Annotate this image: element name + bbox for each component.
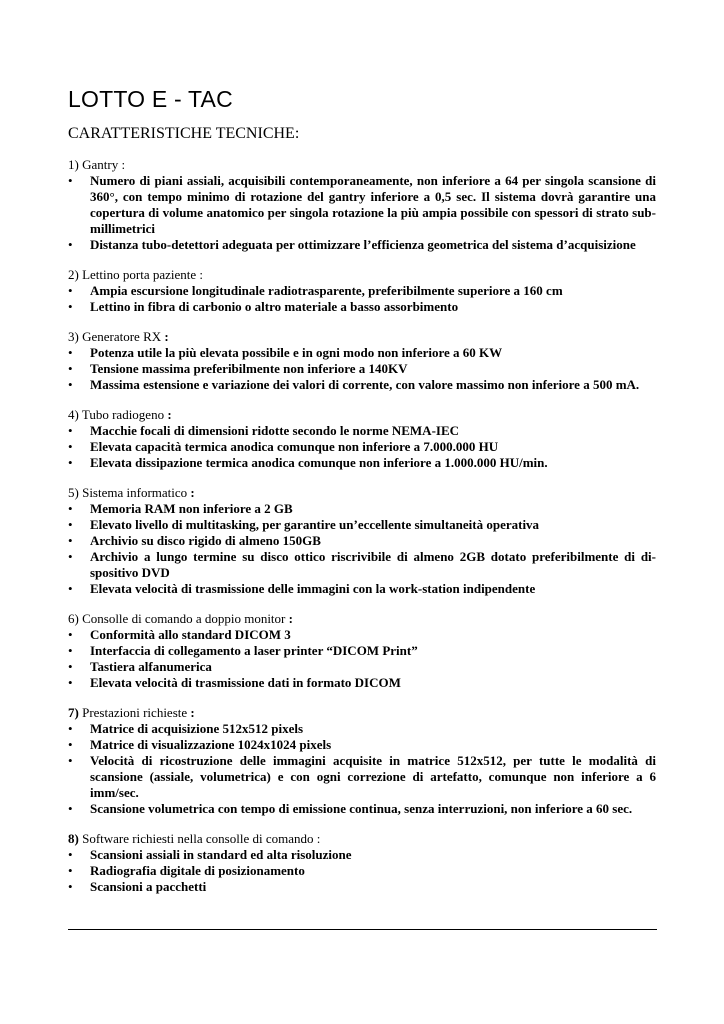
bullet-icon: • bbox=[68, 801, 73, 816]
bullet-icon: • bbox=[68, 533, 73, 548]
bullet-icon: • bbox=[68, 581, 73, 596]
section-colon: : bbox=[285, 611, 293, 626]
list-item bbox=[68, 737, 656, 753]
section-label: Tubo radiogeno bbox=[81, 407, 165, 422]
list-item-text: Archivio a lungo termine su disco ottico riscrivibile di almeno 2GB dotato preferibilmente di di-spositivo DVD bbox=[90, 549, 656, 580]
list-item-text: Elevato livello di multitasking, per garantire un’eccellente simultaneità operativa bbox=[90, 517, 540, 532]
page-subtitle: CARATTERISTICHE TECNICHE: bbox=[68, 125, 300, 142]
bullet-icon: • bbox=[68, 283, 73, 298]
list-item bbox=[68, 361, 656, 377]
list-item-text: Elevata velocità di trasmissione dati in formato DICOM bbox=[90, 675, 401, 690]
section-heading bbox=[68, 267, 656, 283]
list-item bbox=[68, 345, 656, 361]
section-label: Gantry : bbox=[82, 157, 126, 172]
list-item-text: Distanza tubo-detettori adeguata per ottimizzare l’efficienza geometrica del sistema d’acquisizione bbox=[90, 237, 636, 252]
bullet-list bbox=[68, 173, 656, 253]
list-item bbox=[68, 283, 656, 299]
list-item-text: Lettino in fibra di carbonio o altro materiale a basso assorbimento bbox=[90, 299, 459, 314]
section-colon: : bbox=[187, 705, 195, 720]
bullet-icon: • bbox=[68, 377, 73, 392]
section bbox=[68, 485, 656, 597]
bullet-icon: • bbox=[68, 863, 73, 878]
list-item bbox=[68, 439, 656, 455]
bullet-icon: • bbox=[68, 423, 73, 438]
list-item bbox=[68, 377, 656, 393]
bullet-list bbox=[68, 627, 656, 691]
list-item bbox=[68, 237, 656, 253]
document-body bbox=[68, 157, 656, 895]
section-label: Software richiesti nella consolle di comando : bbox=[82, 831, 321, 846]
bullet-icon: • bbox=[68, 627, 73, 642]
list-item-text: Elevata dissipazione termica anodica comunque non inferiore a 1.000.000 HU/min. bbox=[90, 455, 548, 470]
list-item bbox=[68, 517, 656, 533]
bullet-icon: • bbox=[68, 549, 73, 564]
section-heading bbox=[68, 157, 656, 173]
section-label: Lettino porta paziente : bbox=[82, 267, 204, 282]
section-label: Consolle di comando a doppio monitor bbox=[82, 611, 286, 626]
bullet-icon: • bbox=[68, 659, 73, 674]
bottom-rule bbox=[68, 929, 657, 930]
list-item-text: Scansioni a pacchetti bbox=[90, 879, 207, 894]
section-colon: : bbox=[164, 407, 172, 422]
list-item-text: Massima estensione e variazione dei valori di corrente, con valore massimo non inferiore a 500 mA. bbox=[90, 377, 640, 392]
section-heading bbox=[68, 611, 656, 627]
list-item bbox=[68, 501, 656, 517]
bullet-list bbox=[68, 847, 656, 895]
list-item bbox=[68, 801, 656, 817]
section bbox=[68, 329, 656, 393]
list-item-text: Numero di piani assiali, acquisibili contemporaneamente, non inferiore a 64 per singola scansione di 360°, con tempo minimo di rotazione del gantry inferiore a 0,5 sec. Il sistema dovrà garantire una copertura di volume anatomico per singola rotazione la più ampia possibile con spessori di strato sub-millimetrici bbox=[90, 173, 656, 236]
list-item-text: Tensione massima preferibilmente non inferiore a 140KV bbox=[90, 361, 408, 376]
list-item-text: Elevata capacità termica anodica comunque non inferiore a 7.000.000 HU bbox=[90, 439, 499, 454]
list-item-text: Ampia escursione longitudinale radiotrasparente, preferibilmente superiore a 160 cm bbox=[90, 283, 563, 298]
bullet-icon: • bbox=[68, 879, 73, 894]
list-item-text: Matrice di acquisizione 512x512 pixels bbox=[90, 721, 304, 736]
list-item-text: Potenza utile la più elevata possibile e in ogni modo non inferiore a 60 KW bbox=[90, 345, 503, 360]
list-item bbox=[68, 581, 656, 597]
bullet-icon: • bbox=[68, 847, 73, 862]
list-item-text: Matrice di visualizzazione 1024x1024 pixels bbox=[90, 737, 332, 752]
section-colon: : bbox=[161, 329, 169, 344]
bullet-list bbox=[68, 501, 656, 597]
list-item-text: Memoria RAM non inferiore a 2 GB bbox=[90, 501, 293, 516]
bullet-icon: • bbox=[68, 721, 73, 736]
list-item bbox=[68, 847, 656, 863]
section-heading bbox=[68, 407, 656, 423]
bullet-icon: • bbox=[68, 455, 73, 470]
list-item bbox=[68, 455, 656, 471]
list-item-text: Scansione volumetrica con tempo di emissione continua, senza interruzioni, non inferiore a 60 sec. bbox=[90, 801, 633, 816]
list-item bbox=[68, 299, 656, 315]
list-item bbox=[68, 643, 656, 659]
page-title: LOTTO E - TAC bbox=[68, 86, 233, 112]
section-label: Prestazioni richieste bbox=[82, 705, 188, 720]
bullet-list bbox=[68, 721, 656, 817]
bullet-icon: • bbox=[68, 361, 73, 376]
list-item-text: Radiografia digitale di posizionamento bbox=[90, 863, 305, 878]
section-number: 7) bbox=[68, 705, 79, 720]
bullet-icon: • bbox=[68, 737, 73, 752]
bullet-icon: • bbox=[68, 299, 73, 314]
section-number: 3) bbox=[68, 329, 79, 344]
list-item bbox=[68, 659, 656, 675]
list-item-text: Scansioni assiali in standard ed alta risoluzione bbox=[90, 847, 352, 862]
section-heading bbox=[68, 485, 656, 501]
section-number: 8) bbox=[68, 831, 79, 846]
list-item bbox=[68, 675, 656, 691]
bullet-list bbox=[68, 345, 656, 393]
bullet-icon: • bbox=[68, 173, 73, 188]
section-number: 2) bbox=[68, 267, 79, 282]
section-number: 4) bbox=[68, 407, 79, 422]
list-item-text: Elevata velocità di trasmissione delle immagini con la work-station indipendente bbox=[90, 581, 536, 596]
list-item-text: Velocità di ricostruzione delle immagini acquisite in matrice 512x512, per tutte le modalità di scansione (assiale, volumetrica) e con ogni correzione di artefatto, comunque non inferiore a 6 imm/sec. bbox=[90, 753, 656, 800]
section bbox=[68, 407, 656, 471]
list-item-text: Archivio su disco rigido di almeno 150GB bbox=[90, 533, 321, 548]
bullet-icon: • bbox=[68, 345, 73, 360]
list-item-text: Conformità allo standard DICOM 3 bbox=[90, 627, 291, 642]
section bbox=[68, 267, 656, 315]
bullet-icon: • bbox=[68, 643, 73, 658]
bullet-list bbox=[68, 283, 656, 315]
list-item bbox=[68, 533, 656, 549]
section-label: Sistema informatico bbox=[82, 485, 188, 500]
section-heading bbox=[68, 705, 656, 721]
list-item-text: Tastiera alfanumerica bbox=[90, 659, 212, 674]
list-item bbox=[68, 627, 656, 643]
list-item bbox=[68, 863, 656, 879]
section bbox=[68, 831, 656, 895]
list-item bbox=[68, 753, 656, 801]
section-number: 6) bbox=[68, 611, 79, 626]
section-number: 1) bbox=[68, 157, 79, 172]
list-item bbox=[68, 721, 656, 737]
section-heading bbox=[68, 329, 656, 345]
bullet-icon: • bbox=[68, 675, 73, 690]
section bbox=[68, 705, 656, 817]
bullet-icon: • bbox=[68, 439, 73, 454]
list-item-text: Macchie focali di dimensioni ridotte secondo le norme NEMA-IEC bbox=[90, 423, 460, 438]
list-item bbox=[68, 173, 656, 237]
list-item bbox=[68, 549, 656, 581]
section-number: 5) bbox=[68, 485, 79, 500]
bullet-icon: • bbox=[68, 517, 73, 532]
list-item-text: Interfaccia di collegamento a laser printer “DICOM Print” bbox=[90, 643, 418, 658]
section-label: Generatore RX bbox=[82, 329, 162, 344]
bullet-icon: • bbox=[68, 501, 73, 516]
list-item bbox=[68, 423, 656, 439]
bullet-list bbox=[68, 423, 656, 471]
list-item bbox=[68, 879, 656, 895]
section bbox=[68, 157, 656, 253]
bullet-icon: • bbox=[68, 753, 73, 768]
bullet-icon: • bbox=[68, 237, 73, 252]
section-colon: : bbox=[187, 485, 195, 500]
section bbox=[68, 611, 656, 691]
section-heading bbox=[68, 831, 656, 847]
